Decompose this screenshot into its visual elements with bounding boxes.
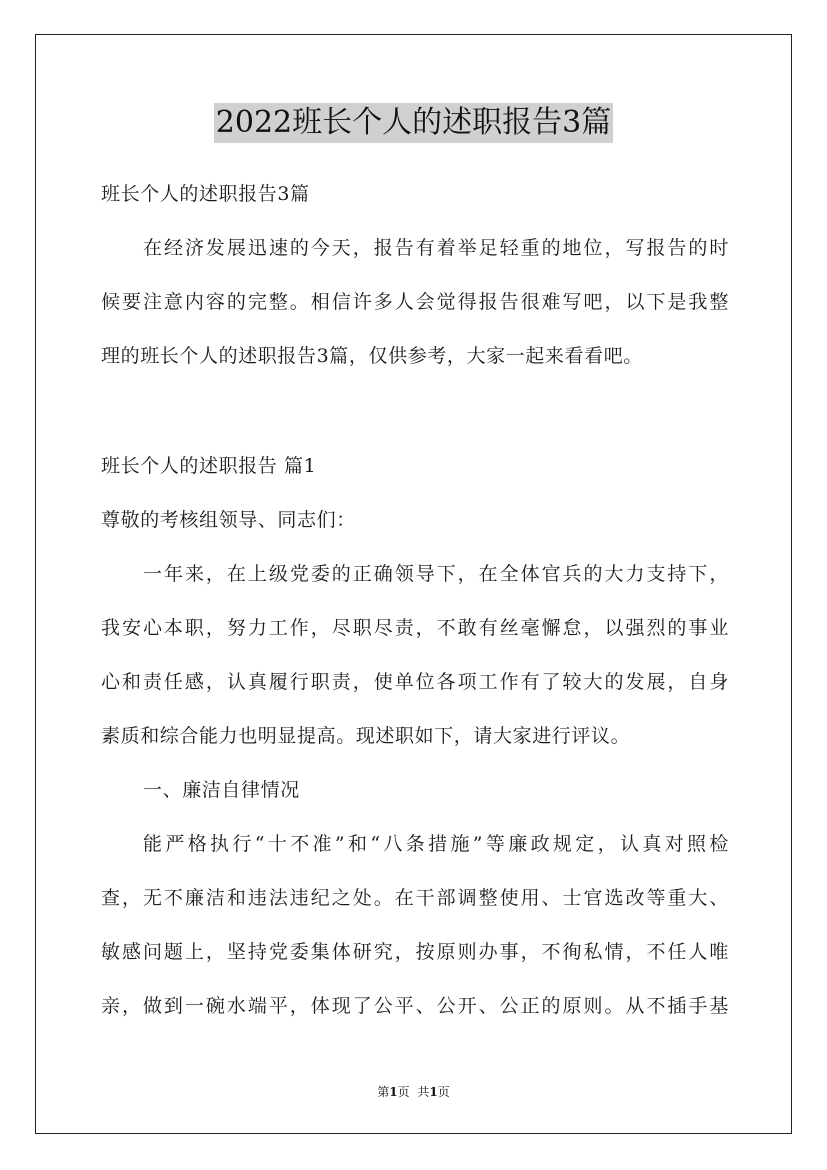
- footer-total-suffix: 页: [437, 1085, 450, 1099]
- para1-line-1: 一年来，在上级党委的正确领导下，在全体官兵的大力支持下，: [143, 563, 729, 585]
- footer-page-prefix: 第: [377, 1085, 390, 1099]
- document-subtitle: 班长个人的述职报告3篇: [101, 183, 310, 205]
- para1-line-4: 素质和综合能力也明显提高。现述职如下，请大家进行评议。: [101, 725, 631, 747]
- document-title: 2022班长个人的述职报告3篇: [214, 103, 613, 143]
- intro-line-3: 理的班长个人的述职报告3篇，仅供参考，大家一起来看看吧。: [101, 345, 643, 367]
- salutation: 尊敬的考核组领导、同志们：: [101, 509, 356, 531]
- intro-line-2: 候要注意内容的完整。相信许多人会觉得报告很难写吧，以下是我整: [101, 291, 729, 313]
- footer-total-prefix: 共: [417, 1085, 430, 1099]
- footer-page-number: 1: [389, 1085, 398, 1099]
- para2-line-4: 亲，做到一碗水端平，体现了公平、公开、公正的原则。从不插手基: [101, 995, 729, 1017]
- para2-line-1: 能严格执行“十不准”和“八条措施”等廉政规定，认真对照检: [143, 833, 729, 855]
- footer-page-suffix: 页: [397, 1085, 410, 1099]
- section-heading: 班长个人的述职报告 篇1: [101, 455, 317, 477]
- title-container: [0, 103, 827, 143]
- para1-line-2: 我安心本职，努力工作，尽职尽责，不敢有丝毫懈怠，以强烈的事业: [101, 617, 729, 639]
- footer-total-number: 1: [429, 1085, 438, 1099]
- subheading: 一、廉洁自律情况: [143, 779, 300, 801]
- para2-line-2: 查，无不廉洁和违法违纪之处。在干部调整使用、士官选改等重大、: [101, 887, 729, 909]
- para1-line-3: 心和责任感，认真履行职责，使单位各项工作有了较大的发展，自身: [101, 671, 729, 693]
- page-footer: [0, 1084, 827, 1100]
- para2-line-3: 敏感问题上，坚持党委集体研究，按原则办事，不徇私情，不任人唯: [101, 941, 729, 963]
- intro-line-1: 在经济发展迅速的今天，报告有着举足轻重的地位，写报告的时: [143, 237, 729, 259]
